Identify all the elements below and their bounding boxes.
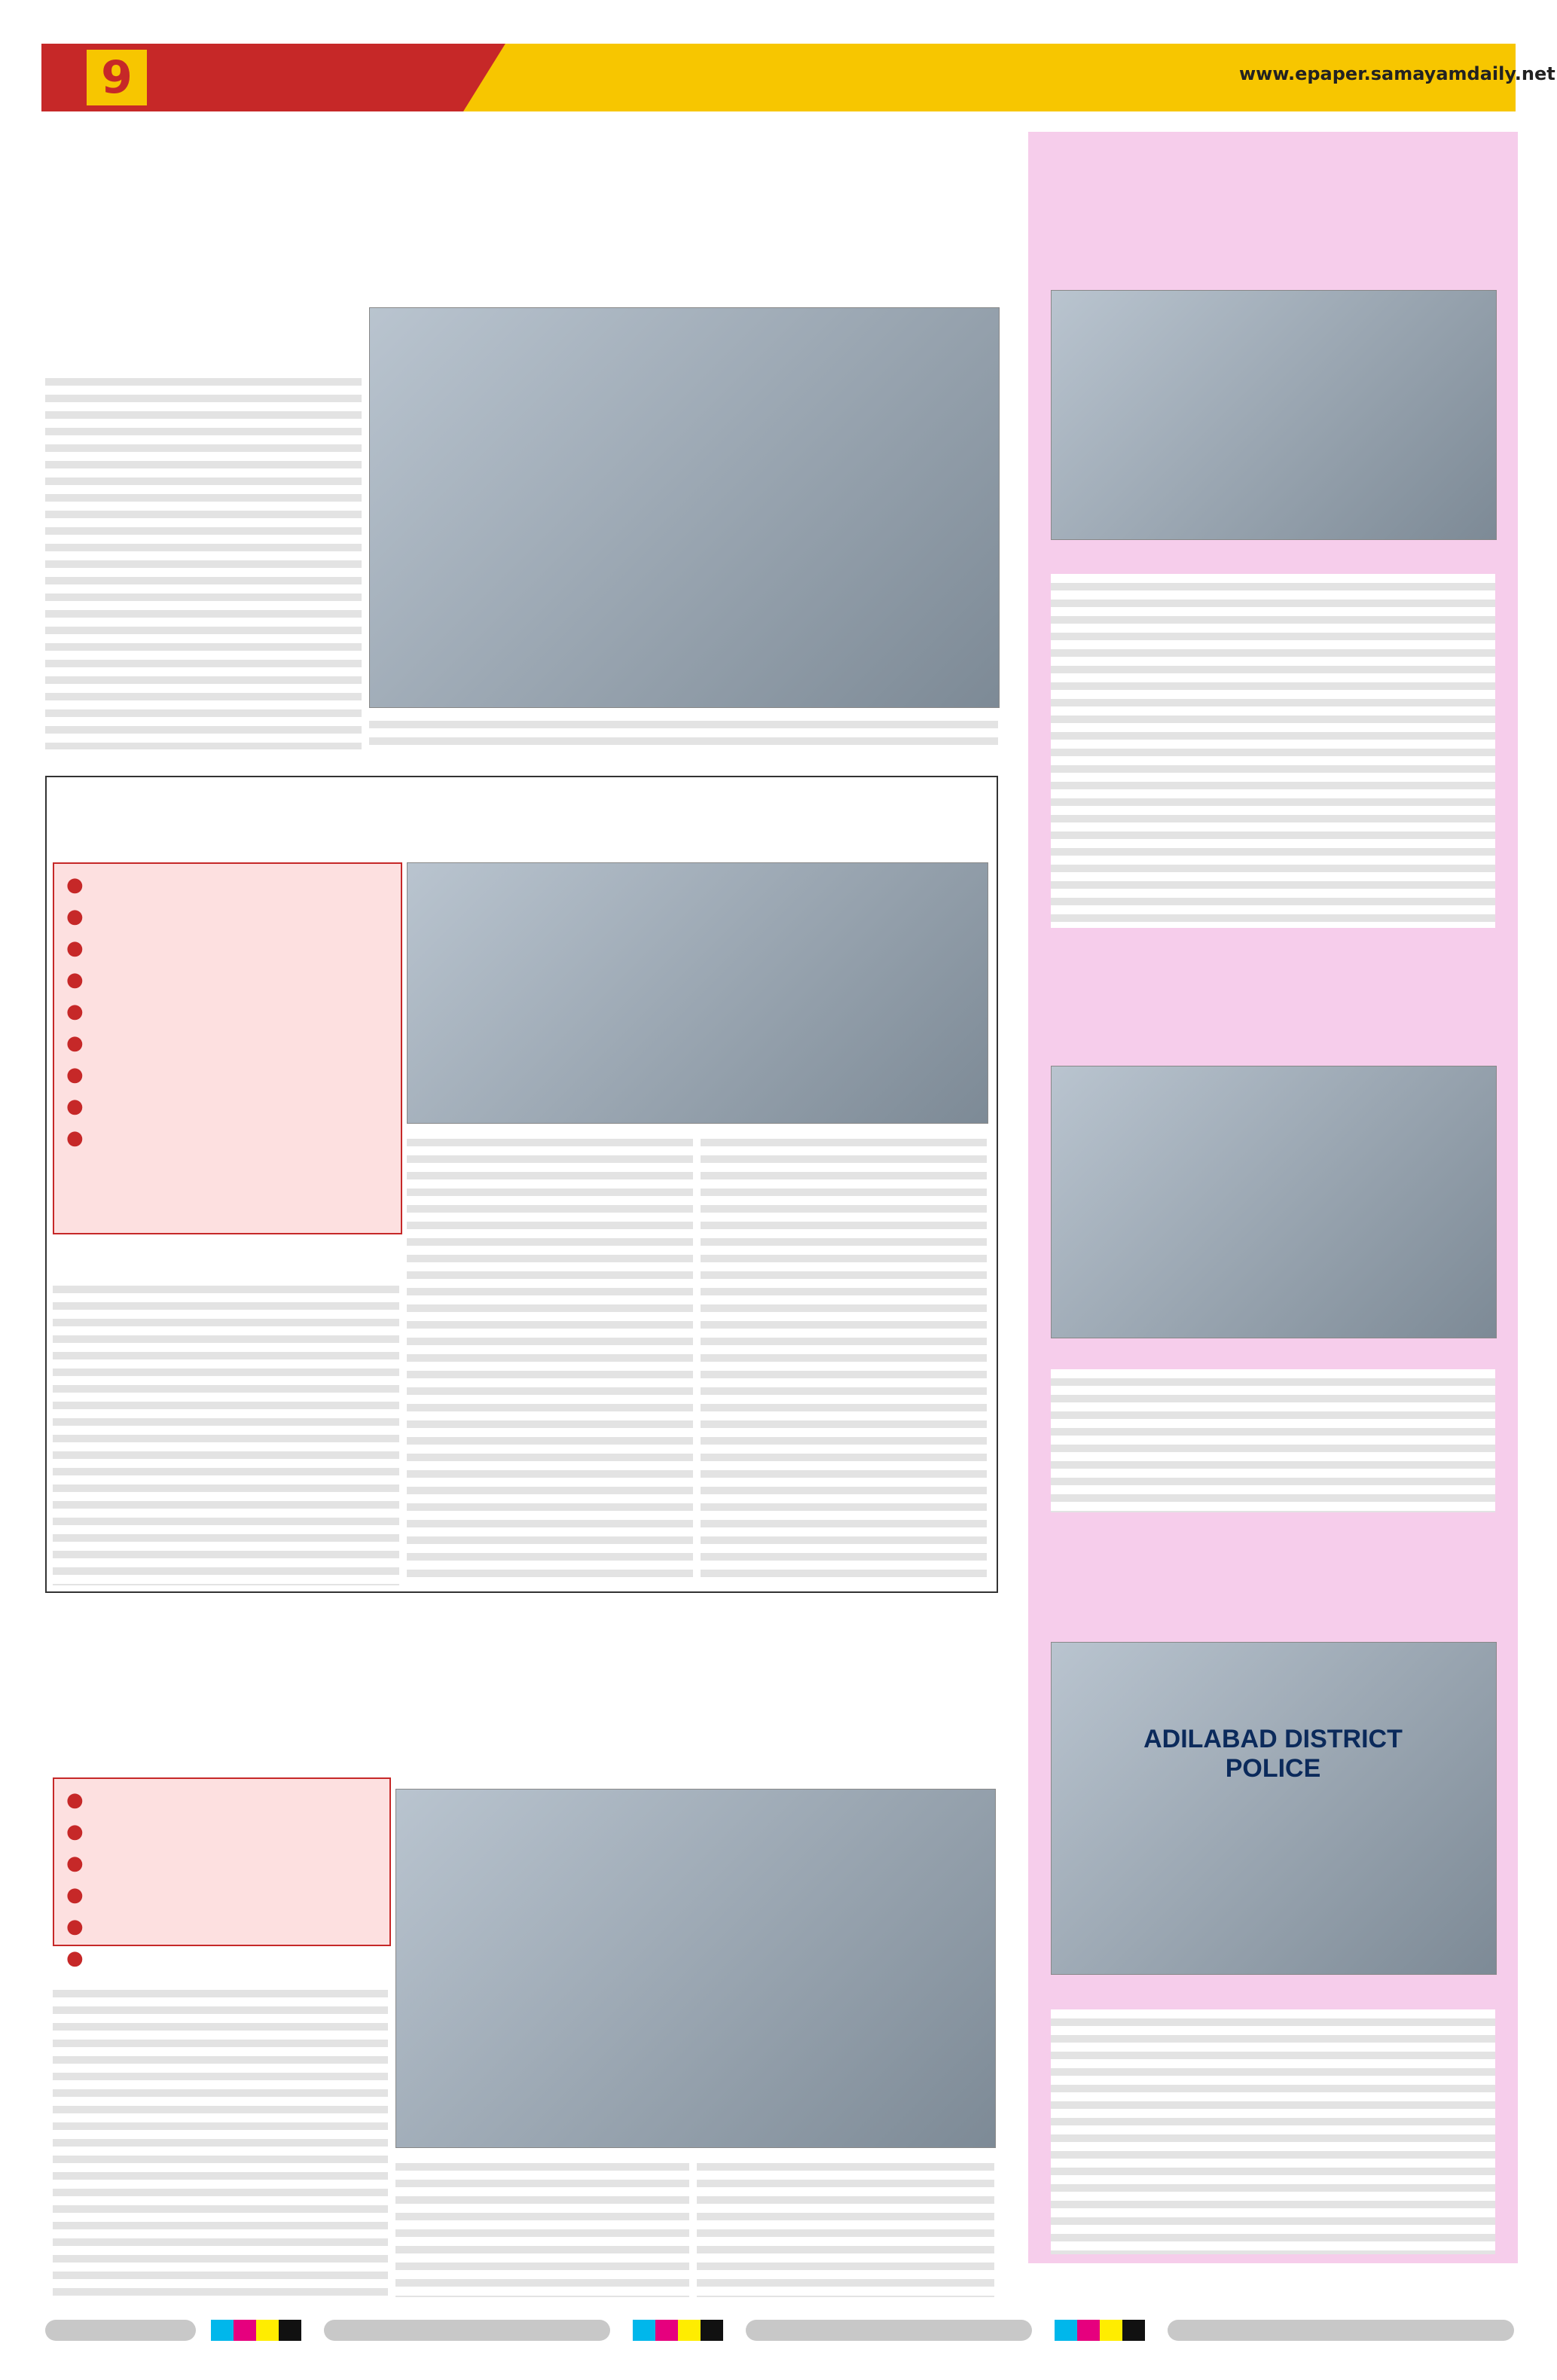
article3-dateline <box>53 1958 388 1979</box>
sidebar-story1-photo <box>1051 290 1497 540</box>
article3-headline-line2 <box>45 1691 1002 1755</box>
article2-bullet <box>63 969 392 990</box>
issue-date <box>162 59 448 96</box>
registration-swatch <box>1055 2320 1077 2341</box>
article3-headline-line1 <box>45 1619 1002 1683</box>
article1-photo <box>369 307 1000 708</box>
article2-bullet <box>63 1127 392 1149</box>
article3-bullet <box>63 1916 380 1937</box>
sidebar-story3-body <box>1051 2009 1495 2254</box>
registration-swatch <box>234 2320 256 2341</box>
article3-body-col1 <box>53 1981 388 2297</box>
article2-bullet <box>63 906 392 927</box>
sidebar-story2-headline-line1 <box>1040 941 1507 994</box>
registration-swatch <box>655 2320 678 2341</box>
sidebar-story3-headline-line1 <box>1040 1525 1507 1574</box>
registration-swatch <box>211 2320 234 2341</box>
registration-swatch <box>678 2320 701 2341</box>
article3-bullet <box>63 1884 380 1906</box>
police-banner-text: ADILABAD DISTRICT POLICE <box>1143 1725 1403 1783</box>
article2-photo <box>407 862 988 1124</box>
article3-bullet <box>63 1790 380 1811</box>
registration-swatch <box>701 2320 723 2341</box>
article1-dateline <box>45 343 362 365</box>
sidebar-story3-photo <box>1051 1642 1497 1975</box>
registration-swatch <box>1077 2320 1100 2341</box>
article3-photo <box>395 1789 996 2148</box>
article2-dateline <box>53 1254 399 1275</box>
sidebar-story1-headline-line1 <box>1040 151 1507 196</box>
article2-bullet <box>63 938 392 959</box>
sidebar-story1-dateline <box>1051 554 1495 573</box>
article2-bullet <box>63 874 392 896</box>
sidebar-story1-body <box>1051 574 1495 928</box>
article2-bullet <box>63 1001 392 1022</box>
article3-highlights <box>53 1777 391 1946</box>
article1-headline-line2 <box>45 215 1002 282</box>
article2-body-col3 <box>701 1130 987 1585</box>
article2-bullet <box>63 1096 392 1117</box>
sidebar-story1-subhead <box>1040 255 1507 279</box>
article1-headline-line1 <box>45 147 1002 211</box>
website-url[interactable]: www.epaper.samayamdaily.net <box>1239 63 1555 84</box>
registration-swatch <box>633 2320 655 2341</box>
registration-swatch <box>279 2320 301 2341</box>
article1-photo-text <box>369 712 998 749</box>
sidebar-story2-photo <box>1051 1066 1497 1338</box>
sidebar-story3-dateline <box>1051 1988 1495 2008</box>
article2-bullet <box>63 1033 392 1054</box>
page-number: 9 <box>87 50 147 105</box>
article2-bullet <box>63 1064 392 1085</box>
article3-bullet <box>63 1821 380 1842</box>
registration-swatch <box>1122 2320 1145 2341</box>
sidebar-story1-headline-line2 <box>1040 202 1507 247</box>
registration-bar <box>45 2320 196 2341</box>
article2-body-col2 <box>407 1130 693 1585</box>
article1-caption <box>75 309 362 334</box>
article3-body-col3 <box>697 2154 994 2297</box>
article3-bullet <box>63 1853 380 1874</box>
paper-name <box>689 50 915 104</box>
article2-headline <box>60 787 983 847</box>
sidebar-story2-dateline <box>1051 1348 1495 1368</box>
registration-bar <box>746 2320 1032 2341</box>
masthead <box>41 44 1555 111</box>
sidebar-story3-headline-line2 <box>1040 1578 1507 1627</box>
article3-body-col2 <box>395 2154 689 2297</box>
registration-swatch <box>1100 2320 1122 2341</box>
sidebar-story2-body <box>1051 1369 1495 1512</box>
article2-body-col1 <box>53 1277 399 1585</box>
registration-swatch <box>256 2320 279 2341</box>
sidebar-story2-headline-line2 <box>1040 998 1507 1051</box>
registration-bar <box>324 2320 610 2341</box>
article1-body-text <box>45 369 362 749</box>
article2-highlights <box>53 862 402 1234</box>
registration-bar <box>1168 2320 1514 2341</box>
